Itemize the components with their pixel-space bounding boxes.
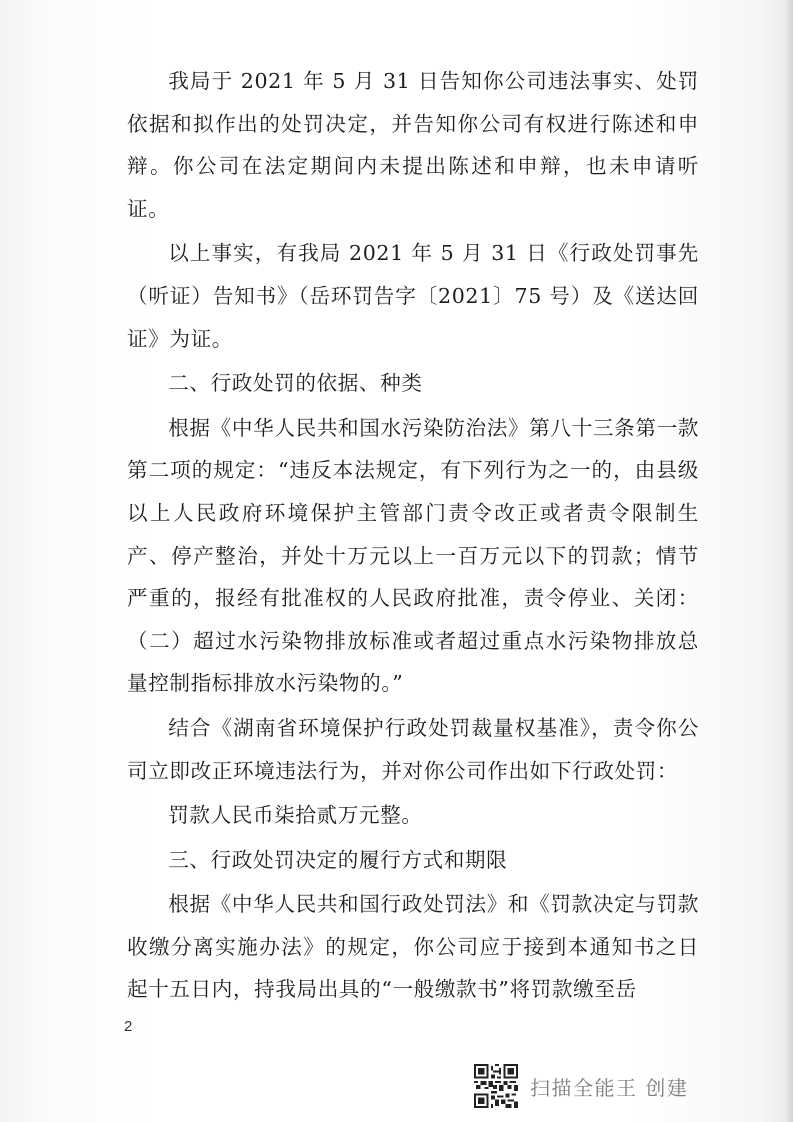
paragraph-notice: 我局于 2021 年 5 月 31 日告知你公司违法事实、处罚依据和拟作出的处罚决定，并告知你公司有权进行陈述和申辩。你公司在法定期间内未提出陈述和申辩，也未申请听证。 (127, 69, 699, 221)
paragraph-evidence: 以上事实，有我局 2021 年 5 月 31 日《行政处罚事先（听证）告知书》（岳环罚告字〔2021〕75 号）及《送达回证》为证。 (127, 241, 699, 351)
paragraph-fine-amount: 罚款人民币柒拾贰万元整。 (168, 803, 423, 828)
scan-shadow (785, 0, 793, 1122)
paragraph-payment: 根据《中华人民共和国行政处罚法》和《罚款决定与罚款收缴分离实施办法》的规定，你公司应于接到本通知书之日起十五日内，持我局出具的“一般缴款书”将罚款缴至岳 (127, 892, 699, 1002)
paragraph-legal-basis: 根据《中华人民共和国水污染防治法》第八十三条第一款第二项的规定：“违反本法规定，有下列行为之一的，由县级以上人民政府环境保护主管部门责令改正或者责令限制生产、停产整治，并处十万元以上一百万元以下的罚款；情节严重的，报经有批准权的人民政府批准，责令停业、关闭：（二）超过水污染物排放标准或者超过重点水污染物排放总量控制指标排放水污染物的。” (127, 415, 699, 696)
document-body (127, 60, 699, 1011)
section-heading-payment: 三、行政处罚决定的履行方式和期限 (168, 847, 508, 872)
watermark-text: 扫描全能王 创建 (530, 1075, 689, 1100)
paragraph-decision: 结合《湖南省环境保护行政处罚裁量权基准》，责令你公司立即改正环境违法行为，并对你公司作出如下行政处罚： (127, 715, 699, 783)
page-number: 2 (124, 1018, 133, 1035)
qr-code-icon (474, 1064, 518, 1108)
scanner-watermark (474, 1064, 688, 1108)
section-heading-basis: 二、行政处罚的依据、种类 (168, 371, 423, 396)
